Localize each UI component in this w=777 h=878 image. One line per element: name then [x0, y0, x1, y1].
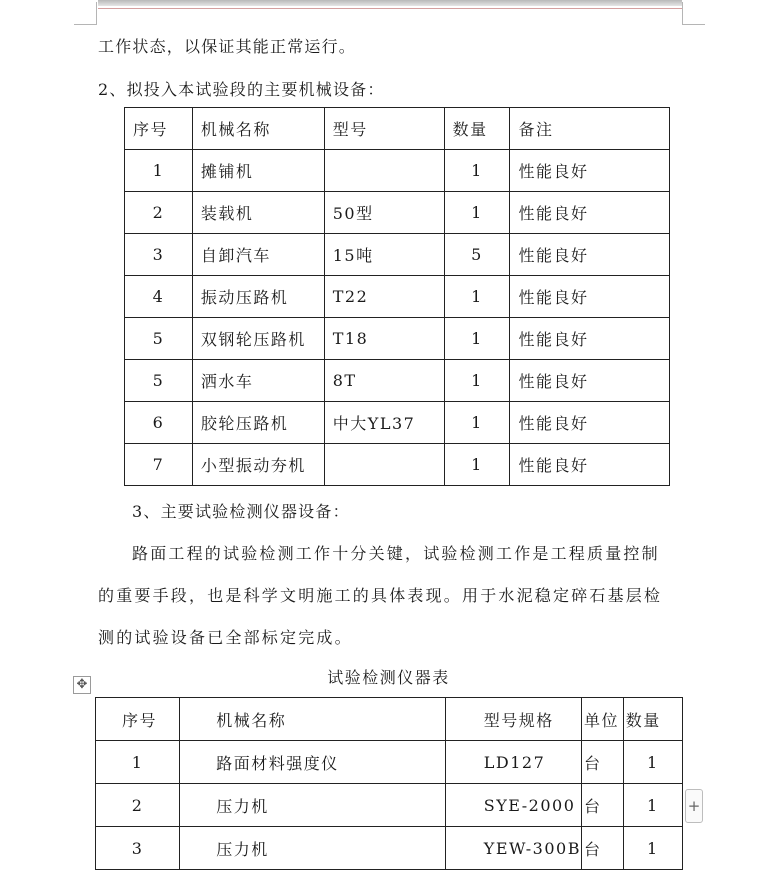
cell-index: 5	[125, 318, 193, 360]
cell-qty: 1	[444, 192, 510, 234]
cell-index: 1	[96, 741, 180, 784]
cell-qty: 1	[444, 150, 510, 192]
header-cell: 型号	[324, 108, 444, 150]
cell-qty: 1	[623, 784, 682, 827]
table-row	[96, 827, 683, 870]
table-row	[125, 192, 670, 234]
cell-note: 性能良好	[510, 192, 670, 234]
table-row	[125, 276, 670, 318]
header-cell: 数量	[623, 698, 682, 741]
table-row	[96, 784, 683, 827]
cell-name: 路面材料强度仪	[180, 741, 446, 784]
cell-model: 50型	[324, 192, 444, 234]
header-cell: 备注	[510, 108, 670, 150]
cell-index: 1	[125, 150, 193, 192]
table-row	[125, 402, 670, 444]
table-row	[125, 444, 670, 486]
margin-corner-left	[74, 2, 97, 25]
cell-unit: 台	[581, 784, 623, 827]
cell-name: 摊铺机	[192, 150, 324, 192]
cell-qty: 5	[444, 234, 510, 276]
cell-model: SYE-2000	[445, 784, 581, 827]
margin-corner-right	[682, 2, 705, 25]
cell-note: 性能良好	[510, 360, 670, 402]
table-row	[125, 234, 670, 276]
instrument-table-header	[96, 698, 683, 741]
table-row	[125, 360, 670, 402]
cell-model: T18	[324, 318, 444, 360]
header-cell: 序号	[96, 698, 180, 741]
cell-unit: 台	[581, 827, 623, 870]
move-arrows-icon[interactable]: ✥	[73, 676, 91, 694]
cell-qty: 1	[444, 276, 510, 318]
table-row	[125, 150, 670, 192]
cell-index: 7	[125, 444, 193, 486]
cell-name: 装载机	[192, 192, 324, 234]
cell-index: 6	[125, 402, 193, 444]
cell-model: T22	[324, 276, 444, 318]
cell-qty: 1	[444, 444, 510, 486]
machine-table-header	[125, 108, 670, 150]
header-cell: 型号规格	[445, 698, 581, 741]
cell-qty: 1	[444, 318, 510, 360]
cell-name: 胶轮压路机	[192, 402, 324, 444]
instrument-table-caption: 试验检测仪器表	[327, 668, 450, 687]
header-cell: 单位	[581, 698, 623, 741]
cell-qty: 1	[444, 402, 510, 444]
table-row	[125, 318, 670, 360]
cell-note: 性能良好	[510, 402, 670, 444]
cell-index: 4	[125, 276, 193, 318]
section3-heading: 3、主要试验检测仪器设备：	[132, 502, 350, 521]
cell-note: 性能良好	[510, 444, 670, 486]
cell-qty: 1	[623, 741, 682, 784]
cell-model: LD127	[445, 741, 581, 784]
header-cell: 序号	[125, 108, 193, 150]
cell-name: 双钢轮压路机	[192, 318, 324, 360]
cell-name: 洒水车	[192, 360, 324, 402]
table-row	[96, 741, 683, 784]
cell-name: 自卸汽车	[192, 234, 324, 276]
paragraph-line: 的重要手段，也是科学文明施工的具体表现。用于水泥稳定碎石基层检	[98, 586, 663, 605]
cell-index: 2	[96, 784, 180, 827]
intro-line: 工作状态，以保证其能正常运行。	[98, 37, 357, 56]
cell-unit: 台	[581, 741, 623, 784]
header-cell: 机械名称	[192, 108, 324, 150]
cell-name: 振动压路机	[192, 276, 324, 318]
plus-icon[interactable]: +	[685, 789, 703, 823]
cell-model: 8T	[324, 360, 444, 402]
cell-qty: 1	[444, 360, 510, 402]
instrument-table	[95, 697, 683, 870]
header-cell: 机械名称	[180, 698, 446, 741]
cell-note: 性能良好	[510, 234, 670, 276]
cell-qty: 1	[623, 827, 682, 870]
cell-index: 5	[125, 360, 193, 402]
cell-index: 2	[125, 192, 193, 234]
cell-index: 3	[125, 234, 193, 276]
section2-heading: 2、拟投入本试验段的主要机械设备：	[98, 80, 385, 99]
cell-model: 15吨	[324, 234, 444, 276]
paragraph-line: 路面工程的试验检测工作十分关键，试验检测工作是工程质量控制	[132, 544, 660, 563]
cell-name: 小型振动夯机	[192, 444, 324, 486]
cell-name: 压力机	[180, 827, 446, 870]
cell-model	[324, 150, 444, 192]
cell-note: 性能良好	[510, 150, 670, 192]
cell-note: 性能良好	[510, 318, 670, 360]
page-top-edge-accent	[98, 8, 682, 9]
cell-model: 中大YL37	[324, 402, 444, 444]
cell-name: 压力机	[180, 784, 446, 827]
page-top-edge	[98, 0, 682, 6]
cell-model: YEW-300B	[445, 827, 581, 870]
header-cell: 数量	[444, 108, 510, 150]
cell-model	[324, 444, 444, 486]
cell-note: 性能良好	[510, 276, 670, 318]
machine-table	[124, 107, 670, 486]
paragraph-line: 测的试验设备已全部标定完成。	[98, 628, 353, 647]
cell-index: 3	[96, 827, 180, 870]
